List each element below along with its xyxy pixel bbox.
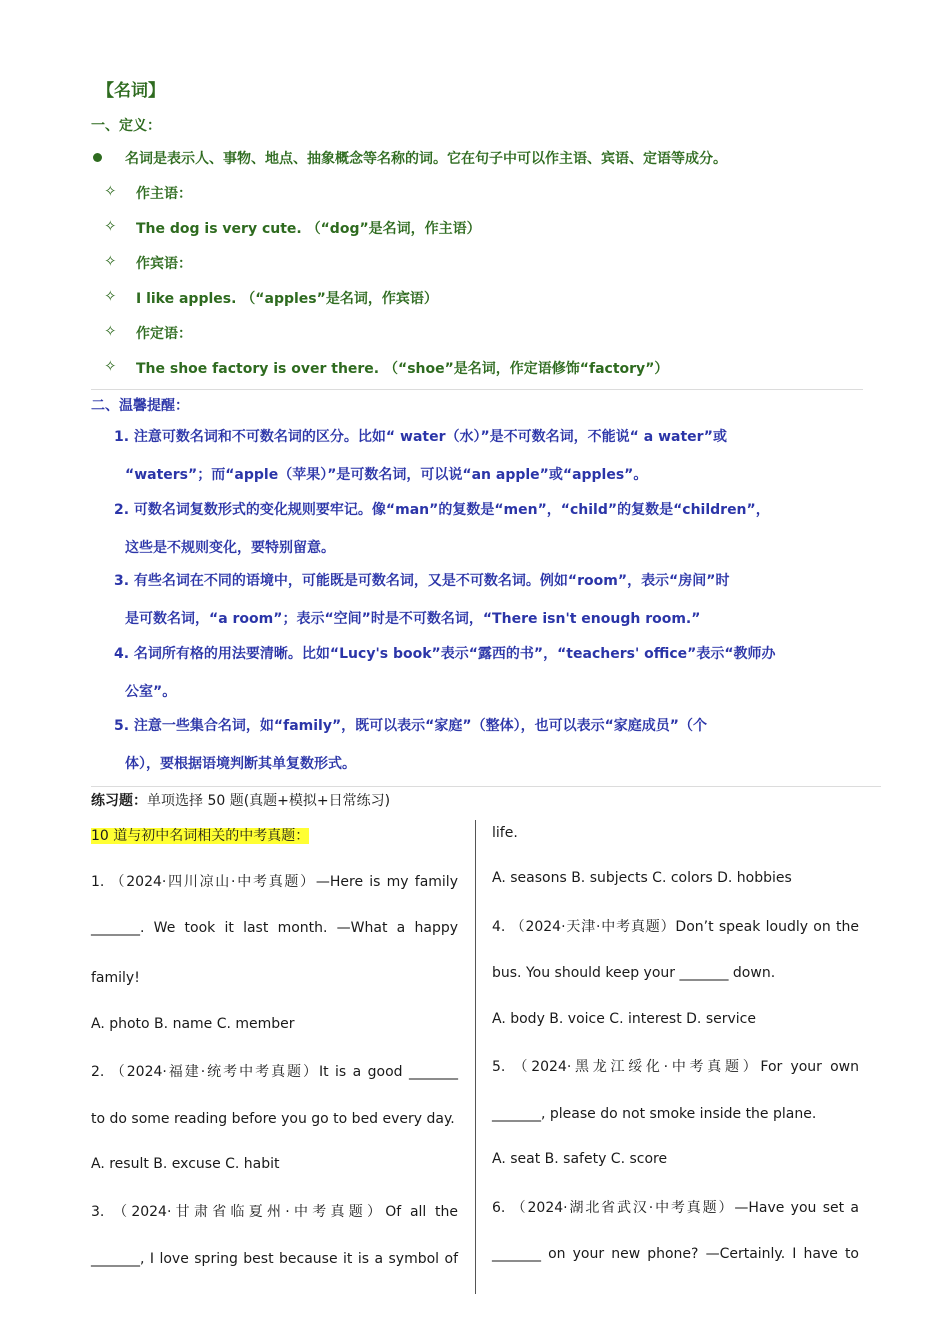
question-options: A. photo B. name C. member: [91, 1016, 295, 1032]
question-text: 2. （2024·福建·统考中考真题）It is a good _______: [91, 1064, 458, 1080]
question-text: _______. We took it last month. —What a happy: [91, 920, 458, 936]
definition-heading: 一、定义：: [91, 118, 161, 134]
question-text: 5. （2024·黑龙江绥化·中考真题）For your own: [492, 1059, 859, 1075]
practice-subheading: 10 道与初中名词相关的中考真题：: [91, 828, 310, 844]
star-bullet-icon: ✧: [104, 357, 117, 375]
definition-item: ✧ The shoe factory is over there. （“shoe”是名词，作定语修饰“factory”）: [104, 357, 669, 377]
star-bullet-icon: ✧: [104, 322, 117, 340]
definition-item: ✧ 作定语：: [104, 322, 192, 342]
tip-item: 3. 有些名词在不同的语境中，可能既是可数名词，又是不可数名词。例如“room”，表示“房间”时 是可数名词，“a room”；表示“空间”时是不可数名词，“There isn't enough room.”: [114, 573, 730, 627]
divider: [91, 786, 881, 787]
question-text: family!: [91, 970, 140, 986]
tip-item: 5. 注意一些集合名词，如“family”，既可以表示“家庭”（整体），也可以表示“家庭成员”（个 体），要根据语境判断其单复数形式。: [114, 718, 707, 772]
question-text: life.: [492, 825, 518, 841]
question-text: bus. You should keep your _______ down.: [492, 965, 776, 981]
page-title: 【名词】: [97, 81, 165, 101]
definition-bullet: [91, 148, 871, 168]
definition-item: ✧ The dog is very cute. （“dog”是名词，作主语）: [104, 217, 481, 237]
bullet-dot-icon: [93, 153, 102, 162]
definition-text: 名词是表示人、事物、地点、抽象概念等名称的词。它在句子中可以作主语、宾语、定语等成分。: [125, 151, 727, 167]
tips-heading: 二、温馨提醒：: [91, 398, 189, 414]
question-text: 6. （2024·湖北省武汉·中考真题）—Have you set a: [492, 1200, 859, 1216]
question-options: A. seasons B. subjects C. colors D. hobbies: [492, 870, 792, 886]
question-options: A. body B. voice C. interest D. service: [492, 1011, 756, 1027]
question-text: 1. （2024·四川凉山·中考真题）—Here is my family: [91, 874, 458, 890]
star-bullet-icon: ✧: [104, 182, 117, 200]
question-options: A. seat B. safety C. score: [492, 1151, 668, 1167]
question-text: to do some reading before you go to bed every day.: [91, 1111, 455, 1127]
question-options: A. result B. excuse C. habit: [91, 1156, 280, 1172]
definition-item: ✧ 作主语：: [104, 182, 192, 202]
question-text: 4. （2024·天津·中考真题）Don’t speak loudly on the: [492, 919, 859, 935]
tip-item: 4. 名词所有格的用法要清晰。比如“Lucy's book”表示“露西的书”，“teachers' office”表示“教师办 公室”。: [114, 646, 776, 700]
question-text: 3. （2024·甘肃省临夏州·中考真题）Of all the: [91, 1204, 458, 1220]
divider: [91, 389, 863, 390]
tip-item: 1. 注意可数名词和不可数名词的区分。比如“ water（水）”是不可数名词，不能说“ a water”或 “waters”；而“apple（苹果）”是可数名词，可以说“an apple”或“apples”。: [114, 429, 728, 483]
practice-header: 练习题：单项选择 50 题(真题+模拟+日常练习): [91, 793, 391, 809]
question-text: _______, please do not smoke inside the plane.: [492, 1106, 817, 1122]
star-bullet-icon: ✧: [104, 217, 117, 235]
column-divider: [475, 820, 476, 1294]
star-bullet-icon: ✧: [104, 287, 117, 305]
definition-item: ✧ 作宾语：: [104, 252, 192, 272]
question-text: _______ on your new phone? —Certainly. I have to: [492, 1246, 859, 1262]
question-text: _______, I love spring best because it is a symbol of: [91, 1251, 458, 1267]
tip-item: 2. 可数名词复数形式的变化规则要牢记。像“man”的复数是“men”，“child”的复数是“children”， 这些是不规则变化，要特别留意。: [114, 502, 770, 556]
star-bullet-icon: ✧: [104, 252, 117, 270]
definition-item: ✧ I like apples. （“apples”是名词，作宾语）: [104, 287, 438, 307]
